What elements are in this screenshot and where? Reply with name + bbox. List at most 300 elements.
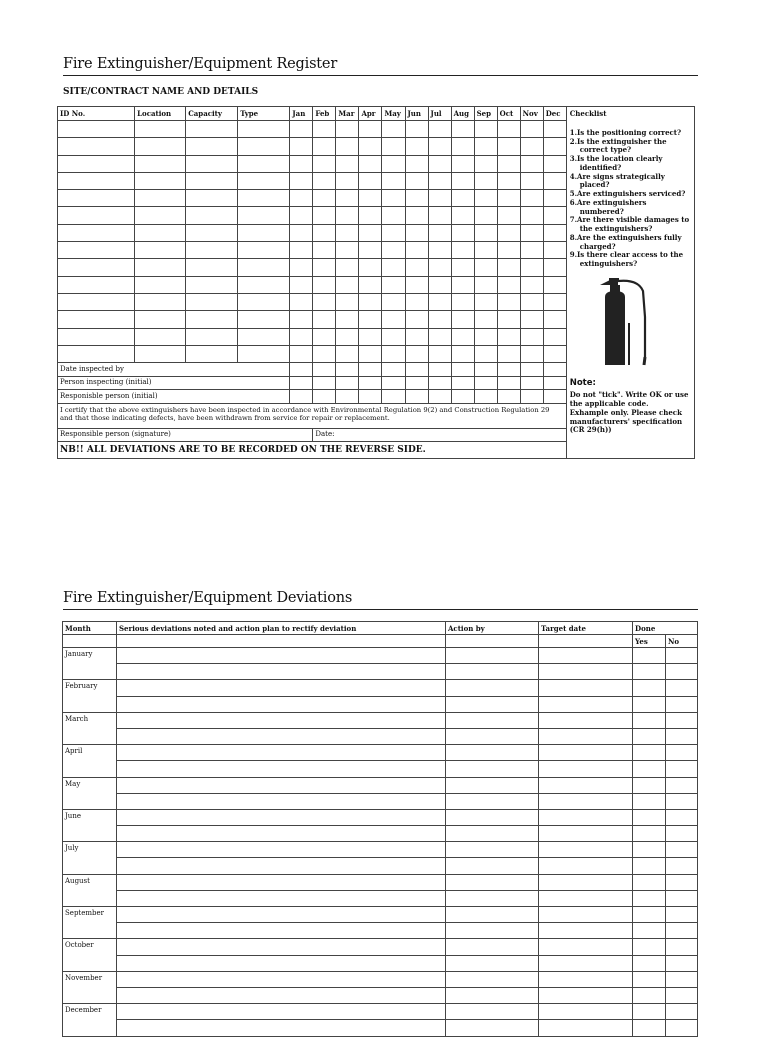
register-cell[interactable] bbox=[359, 121, 382, 138]
register-cell[interactable] bbox=[135, 242, 186, 259]
done-yes-cell[interactable] bbox=[633, 923, 666, 939]
done-no-cell[interactable] bbox=[666, 874, 698, 890]
inspection-month-cell[interactable] bbox=[474, 376, 497, 390]
register-cell[interactable] bbox=[58, 293, 135, 310]
register-cell[interactable] bbox=[520, 242, 543, 259]
register-cell[interactable] bbox=[186, 207, 238, 224]
action-by-cell[interactable] bbox=[446, 664, 539, 680]
done-no-cell[interactable] bbox=[666, 648, 698, 664]
done-yes-cell[interactable] bbox=[633, 664, 666, 680]
register-cell[interactable] bbox=[186, 172, 238, 189]
register-cell[interactable] bbox=[135, 121, 186, 138]
action-by-cell[interactable] bbox=[446, 696, 539, 712]
done-no-cell[interactable] bbox=[666, 777, 698, 793]
register-cell[interactable] bbox=[520, 207, 543, 224]
register-cell[interactable] bbox=[497, 345, 520, 362]
register-cell[interactable] bbox=[382, 207, 405, 224]
deviation-description-cell[interactable] bbox=[117, 874, 446, 890]
register-cell[interactable] bbox=[58, 242, 135, 259]
done-yes-cell[interactable] bbox=[633, 907, 666, 923]
deviation-description-cell[interactable] bbox=[117, 761, 446, 777]
done-no-cell[interactable] bbox=[666, 939, 698, 955]
register-cell[interactable] bbox=[382, 311, 405, 328]
register-cell[interactable] bbox=[238, 121, 290, 138]
deviation-description-cell[interactable] bbox=[117, 907, 446, 923]
register-cell[interactable] bbox=[290, 121, 313, 138]
register-cell[interactable] bbox=[238, 242, 290, 259]
register-cell[interactable] bbox=[336, 259, 359, 276]
register-cell[interactable] bbox=[497, 259, 520, 276]
register-cell[interactable] bbox=[186, 311, 238, 328]
register-cell[interactable] bbox=[405, 259, 428, 276]
inspection-month-cell[interactable] bbox=[290, 390, 313, 404]
deviation-description-cell[interactable] bbox=[117, 745, 446, 761]
register-cell[interactable] bbox=[382, 155, 405, 172]
register-cell[interactable] bbox=[451, 276, 474, 293]
register-cell[interactable] bbox=[313, 155, 336, 172]
target-date-cell[interactable] bbox=[539, 826, 633, 842]
action-by-cell[interactable] bbox=[446, 809, 539, 825]
deviation-description-cell[interactable] bbox=[117, 648, 446, 664]
register-cell[interactable] bbox=[290, 224, 313, 241]
target-date-cell[interactable] bbox=[539, 923, 633, 939]
target-date-cell[interactable] bbox=[539, 761, 633, 777]
deviation-description-cell[interactable] bbox=[117, 842, 446, 858]
register-cell[interactable] bbox=[58, 121, 135, 138]
action-by-cell[interactable] bbox=[446, 712, 539, 728]
register-cell[interactable] bbox=[405, 311, 428, 328]
action-by-cell[interactable] bbox=[446, 955, 539, 971]
inspection-month-cell[interactable] bbox=[336, 376, 359, 390]
inspection-month-cell[interactable] bbox=[497, 390, 520, 404]
register-cell[interactable] bbox=[313, 328, 336, 345]
register-cell[interactable] bbox=[474, 207, 497, 224]
deviation-description-cell[interactable] bbox=[117, 777, 446, 793]
register-cell[interactable] bbox=[428, 345, 451, 362]
register-cell[interactable] bbox=[336, 345, 359, 362]
done-yes-cell[interactable] bbox=[633, 874, 666, 890]
register-cell[interactable] bbox=[186, 242, 238, 259]
register-cell[interactable] bbox=[135, 172, 186, 189]
register-cell[interactable] bbox=[359, 155, 382, 172]
inspection-month-cell[interactable] bbox=[520, 376, 543, 390]
register-cell[interactable] bbox=[313, 276, 336, 293]
register-cell[interactable] bbox=[336, 224, 359, 241]
register-cell[interactable] bbox=[336, 155, 359, 172]
deviation-description-cell[interactable] bbox=[117, 809, 446, 825]
register-cell[interactable] bbox=[238, 276, 290, 293]
register-cell[interactable] bbox=[58, 172, 135, 189]
done-no-cell[interactable] bbox=[666, 745, 698, 761]
target-date-cell[interactable] bbox=[539, 971, 633, 987]
register-cell[interactable] bbox=[451, 293, 474, 310]
inspection-month-cell[interactable] bbox=[313, 363, 336, 377]
register-cell[interactable] bbox=[135, 259, 186, 276]
inspection-month-cell[interactable] bbox=[428, 363, 451, 377]
register-cell[interactable] bbox=[58, 311, 135, 328]
deviation-description-cell[interactable] bbox=[117, 1004, 446, 1020]
deviation-description-cell[interactable] bbox=[117, 1020, 446, 1036]
register-cell[interactable] bbox=[186, 224, 238, 241]
target-date-cell[interactable] bbox=[539, 696, 633, 712]
deviation-description-cell[interactable] bbox=[117, 858, 446, 874]
inspection-month-cell[interactable] bbox=[359, 376, 382, 390]
register-cell[interactable] bbox=[290, 242, 313, 259]
register-cell[interactable] bbox=[428, 155, 451, 172]
register-cell[interactable] bbox=[451, 242, 474, 259]
register-cell[interactable] bbox=[405, 207, 428, 224]
register-cell[interactable] bbox=[382, 259, 405, 276]
done-no-cell[interactable] bbox=[666, 1020, 698, 1036]
register-cell[interactable] bbox=[497, 242, 520, 259]
register-cell[interactable] bbox=[428, 311, 451, 328]
action-by-cell[interactable] bbox=[446, 1004, 539, 1020]
target-date-cell[interactable] bbox=[539, 745, 633, 761]
inspection-month-cell[interactable] bbox=[428, 390, 451, 404]
register-cell[interactable] bbox=[543, 276, 566, 293]
register-cell[interactable] bbox=[497, 293, 520, 310]
register-cell[interactable] bbox=[543, 259, 566, 276]
deviation-description-cell[interactable] bbox=[117, 939, 446, 955]
register-cell[interactable] bbox=[474, 172, 497, 189]
register-cell[interactable] bbox=[497, 155, 520, 172]
target-date-cell[interactable] bbox=[539, 874, 633, 890]
register-cell[interactable] bbox=[428, 121, 451, 138]
register-cell[interactable] bbox=[382, 121, 405, 138]
register-cell[interactable] bbox=[313, 259, 336, 276]
action-by-cell[interactable] bbox=[446, 971, 539, 987]
register-cell[interactable] bbox=[405, 190, 428, 207]
inspection-month-cell[interactable] bbox=[405, 390, 428, 404]
action-by-cell[interactable] bbox=[446, 1020, 539, 1036]
register-cell[interactable] bbox=[382, 345, 405, 362]
register-cell[interactable] bbox=[359, 311, 382, 328]
deviation-description-cell[interactable] bbox=[117, 712, 446, 728]
done-no-cell[interactable] bbox=[666, 923, 698, 939]
inspection-month-cell[interactable] bbox=[451, 390, 474, 404]
register-cell[interactable] bbox=[336, 190, 359, 207]
register-cell[interactable] bbox=[58, 328, 135, 345]
deviation-description-cell[interactable] bbox=[117, 955, 446, 971]
register-cell[interactable] bbox=[497, 138, 520, 155]
register-cell[interactable] bbox=[290, 328, 313, 345]
register-cell[interactable] bbox=[238, 155, 290, 172]
register-cell[interactable] bbox=[497, 190, 520, 207]
done-yes-cell[interactable] bbox=[633, 712, 666, 728]
action-by-cell[interactable] bbox=[446, 987, 539, 1003]
action-by-cell[interactable] bbox=[446, 842, 539, 858]
register-cell[interactable] bbox=[186, 276, 238, 293]
register-cell[interactable] bbox=[238, 190, 290, 207]
register-cell[interactable] bbox=[497, 328, 520, 345]
register-cell[interactable] bbox=[543, 293, 566, 310]
register-cell[interactable] bbox=[135, 138, 186, 155]
register-cell[interactable] bbox=[497, 172, 520, 189]
register-cell[interactable] bbox=[359, 242, 382, 259]
register-cell[interactable] bbox=[520, 276, 543, 293]
target-date-cell[interactable] bbox=[539, 712, 633, 728]
inspection-month-cell[interactable] bbox=[474, 363, 497, 377]
target-date-cell[interactable] bbox=[539, 955, 633, 971]
register-cell[interactable] bbox=[359, 207, 382, 224]
register-cell[interactable] bbox=[336, 311, 359, 328]
target-date-cell[interactable] bbox=[539, 664, 633, 680]
register-cell[interactable] bbox=[58, 138, 135, 155]
done-no-cell[interactable] bbox=[666, 809, 698, 825]
register-cell[interactable] bbox=[428, 259, 451, 276]
inspection-month-cell[interactable] bbox=[428, 376, 451, 390]
register-cell[interactable] bbox=[474, 155, 497, 172]
register-cell[interactable] bbox=[359, 172, 382, 189]
deviation-description-cell[interactable] bbox=[117, 664, 446, 680]
done-no-cell[interactable] bbox=[666, 890, 698, 906]
register-cell[interactable] bbox=[186, 138, 238, 155]
deviation-description-cell[interactable] bbox=[117, 696, 446, 712]
done-no-cell[interactable] bbox=[666, 712, 698, 728]
done-yes-cell[interactable] bbox=[633, 955, 666, 971]
target-date-cell[interactable] bbox=[539, 648, 633, 664]
register-cell[interactable] bbox=[451, 121, 474, 138]
register-cell[interactable] bbox=[313, 172, 336, 189]
inspection-month-cell[interactable] bbox=[336, 363, 359, 377]
register-cell[interactable] bbox=[336, 138, 359, 155]
register-cell[interactable] bbox=[58, 345, 135, 362]
register-cell[interactable] bbox=[359, 259, 382, 276]
register-cell[interactable] bbox=[382, 328, 405, 345]
register-cell[interactable] bbox=[451, 259, 474, 276]
done-yes-cell[interactable] bbox=[633, 842, 666, 858]
register-cell[interactable] bbox=[58, 207, 135, 224]
register-cell[interactable] bbox=[290, 345, 313, 362]
register-cell[interactable] bbox=[135, 328, 186, 345]
done-yes-cell[interactable] bbox=[633, 728, 666, 744]
target-date-cell[interactable] bbox=[539, 793, 633, 809]
inspection-month-cell[interactable] bbox=[359, 390, 382, 404]
register-cell[interactable] bbox=[405, 224, 428, 241]
register-cell[interactable] bbox=[336, 293, 359, 310]
target-date-cell[interactable] bbox=[539, 777, 633, 793]
register-cell[interactable] bbox=[543, 190, 566, 207]
register-cell[interactable] bbox=[451, 172, 474, 189]
inspection-month-cell[interactable] bbox=[313, 390, 336, 404]
register-cell[interactable] bbox=[135, 293, 186, 310]
action-by-cell[interactable] bbox=[446, 826, 539, 842]
register-cell[interactable] bbox=[451, 138, 474, 155]
target-date-cell[interactable] bbox=[539, 890, 633, 906]
register-cell[interactable] bbox=[497, 207, 520, 224]
register-cell[interactable] bbox=[186, 259, 238, 276]
done-yes-cell[interactable] bbox=[633, 777, 666, 793]
inspection-month-cell[interactable] bbox=[520, 390, 543, 404]
done-no-cell[interactable] bbox=[666, 680, 698, 696]
register-cell[interactable] bbox=[520, 138, 543, 155]
inspection-month-cell[interactable] bbox=[405, 363, 428, 377]
done-yes-cell[interactable] bbox=[633, 858, 666, 874]
register-cell[interactable] bbox=[238, 311, 290, 328]
inspection-month-cell[interactable] bbox=[543, 390, 566, 404]
done-yes-cell[interactable] bbox=[633, 761, 666, 777]
register-cell[interactable] bbox=[520, 259, 543, 276]
action-by-cell[interactable] bbox=[446, 761, 539, 777]
register-cell[interactable] bbox=[290, 311, 313, 328]
register-cell[interactable] bbox=[543, 311, 566, 328]
register-cell[interactable] bbox=[359, 224, 382, 241]
register-cell[interactable] bbox=[359, 138, 382, 155]
inspection-month-cell[interactable] bbox=[359, 363, 382, 377]
register-cell[interactable] bbox=[290, 172, 313, 189]
register-cell[interactable] bbox=[497, 276, 520, 293]
deviation-description-cell[interactable] bbox=[117, 826, 446, 842]
register-cell[interactable] bbox=[359, 190, 382, 207]
register-cell[interactable] bbox=[58, 224, 135, 241]
register-cell[interactable] bbox=[405, 242, 428, 259]
register-cell[interactable] bbox=[520, 311, 543, 328]
target-date-cell[interactable] bbox=[539, 809, 633, 825]
register-cell[interactable] bbox=[238, 328, 290, 345]
inspection-month-cell[interactable] bbox=[497, 376, 520, 390]
register-cell[interactable] bbox=[405, 276, 428, 293]
inspection-month-cell[interactable] bbox=[474, 390, 497, 404]
register-cell[interactable] bbox=[186, 190, 238, 207]
done-yes-cell[interactable] bbox=[633, 826, 666, 842]
register-cell[interactable] bbox=[428, 242, 451, 259]
deviation-description-cell[interactable] bbox=[117, 890, 446, 906]
register-cell[interactable] bbox=[497, 121, 520, 138]
done-no-cell[interactable] bbox=[666, 858, 698, 874]
register-cell[interactable] bbox=[543, 242, 566, 259]
register-cell[interactable] bbox=[359, 345, 382, 362]
register-cell[interactable] bbox=[290, 190, 313, 207]
register-cell[interactable] bbox=[543, 121, 566, 138]
register-cell[interactable] bbox=[313, 207, 336, 224]
register-cell[interactable] bbox=[520, 155, 543, 172]
action-by-cell[interactable] bbox=[446, 923, 539, 939]
register-cell[interactable] bbox=[186, 293, 238, 310]
action-by-cell[interactable] bbox=[446, 793, 539, 809]
register-cell[interactable] bbox=[428, 207, 451, 224]
target-date-cell[interactable] bbox=[539, 1004, 633, 1020]
register-cell[interactable] bbox=[290, 207, 313, 224]
register-cell[interactable] bbox=[238, 172, 290, 189]
register-cell[interactable] bbox=[313, 190, 336, 207]
deviation-description-cell[interactable] bbox=[117, 923, 446, 939]
register-cell[interactable] bbox=[336, 242, 359, 259]
done-yes-cell[interactable] bbox=[633, 680, 666, 696]
done-yes-cell[interactable] bbox=[633, 648, 666, 664]
register-cell[interactable] bbox=[290, 293, 313, 310]
action-by-cell[interactable] bbox=[446, 939, 539, 955]
deviation-description-cell[interactable] bbox=[117, 987, 446, 1003]
register-cell[interactable] bbox=[135, 224, 186, 241]
register-cell[interactable] bbox=[238, 345, 290, 362]
register-cell[interactable] bbox=[543, 224, 566, 241]
inspection-month-cell[interactable] bbox=[543, 376, 566, 390]
deviation-description-cell[interactable] bbox=[117, 971, 446, 987]
register-cell[interactable] bbox=[474, 121, 497, 138]
register-cell[interactable] bbox=[451, 155, 474, 172]
register-cell[interactable] bbox=[428, 190, 451, 207]
register-cell[interactable] bbox=[451, 345, 474, 362]
register-cell[interactable] bbox=[186, 345, 238, 362]
register-cell[interactable] bbox=[474, 293, 497, 310]
register-cell[interactable] bbox=[405, 138, 428, 155]
register-cell[interactable] bbox=[520, 328, 543, 345]
done-no-cell[interactable] bbox=[666, 987, 698, 1003]
inspection-month-cell[interactable] bbox=[405, 376, 428, 390]
register-cell[interactable] bbox=[290, 155, 313, 172]
register-cell[interactable] bbox=[382, 242, 405, 259]
done-yes-cell[interactable] bbox=[633, 793, 666, 809]
register-cell[interactable] bbox=[474, 276, 497, 293]
done-yes-cell[interactable] bbox=[633, 987, 666, 1003]
register-cell[interactable] bbox=[520, 293, 543, 310]
register-cell[interactable] bbox=[428, 328, 451, 345]
register-cell[interactable] bbox=[405, 293, 428, 310]
done-yes-cell[interactable] bbox=[633, 971, 666, 987]
inspection-month-cell[interactable] bbox=[382, 363, 405, 377]
inspection-month-cell[interactable] bbox=[543, 363, 566, 377]
done-yes-cell[interactable] bbox=[633, 1004, 666, 1020]
register-cell[interactable] bbox=[382, 276, 405, 293]
action-by-cell[interactable] bbox=[446, 745, 539, 761]
inspection-month-cell[interactable] bbox=[497, 363, 520, 377]
register-cell[interactable] bbox=[313, 224, 336, 241]
register-cell[interactable] bbox=[428, 138, 451, 155]
inspection-month-cell[interactable] bbox=[382, 376, 405, 390]
register-cell[interactable] bbox=[359, 328, 382, 345]
register-cell[interactable] bbox=[451, 311, 474, 328]
register-cell[interactable] bbox=[313, 293, 336, 310]
register-cell[interactable] bbox=[313, 345, 336, 362]
done-no-cell[interactable] bbox=[666, 793, 698, 809]
target-date-cell[interactable] bbox=[539, 907, 633, 923]
inspection-month-cell[interactable] bbox=[313, 376, 336, 390]
register-cell[interactable] bbox=[58, 276, 135, 293]
done-yes-cell[interactable] bbox=[633, 890, 666, 906]
register-cell[interactable] bbox=[474, 345, 497, 362]
register-cell[interactable] bbox=[58, 155, 135, 172]
action-by-cell[interactable] bbox=[446, 648, 539, 664]
register-cell[interactable] bbox=[186, 121, 238, 138]
register-cell[interactable] bbox=[186, 155, 238, 172]
done-no-cell[interactable] bbox=[666, 842, 698, 858]
register-cell[interactable] bbox=[336, 276, 359, 293]
register-cell[interactable] bbox=[313, 121, 336, 138]
register-cell[interactable] bbox=[238, 207, 290, 224]
register-cell[interactable] bbox=[290, 138, 313, 155]
register-cell[interactable] bbox=[135, 345, 186, 362]
register-cell[interactable] bbox=[313, 138, 336, 155]
action-by-cell[interactable] bbox=[446, 680, 539, 696]
register-cell[interactable] bbox=[474, 259, 497, 276]
register-cell[interactable] bbox=[382, 138, 405, 155]
register-cell[interactable] bbox=[451, 224, 474, 241]
register-cell[interactable] bbox=[451, 328, 474, 345]
register-cell[interactable] bbox=[520, 190, 543, 207]
register-cell[interactable] bbox=[428, 293, 451, 310]
register-cell[interactable] bbox=[135, 207, 186, 224]
register-cell[interactable] bbox=[238, 224, 290, 241]
target-date-cell[interactable] bbox=[539, 939, 633, 955]
register-cell[interactable] bbox=[405, 345, 428, 362]
register-cell[interactable] bbox=[474, 224, 497, 241]
register-cell[interactable] bbox=[359, 276, 382, 293]
deviation-description-cell[interactable] bbox=[117, 680, 446, 696]
register-cell[interactable] bbox=[543, 172, 566, 189]
register-cell[interactable] bbox=[382, 190, 405, 207]
done-yes-cell[interactable] bbox=[633, 696, 666, 712]
register-cell[interactable] bbox=[543, 328, 566, 345]
